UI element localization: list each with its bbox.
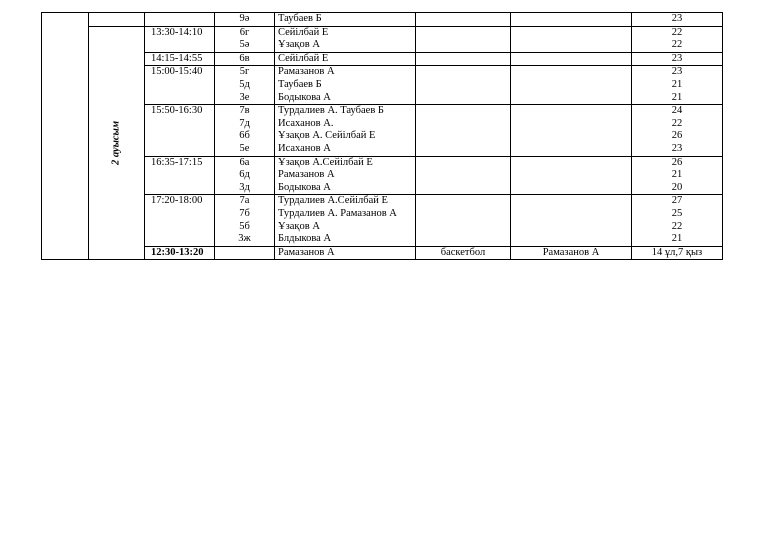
student-count: 23: [671, 52, 683, 64]
coach-cell: [511, 66, 632, 105]
student-count: 22: [671, 26, 683, 38]
class-name: 5ә: [239, 39, 250, 51]
student-count: 21: [671, 233, 683, 245]
schedule-table: [41, 12, 723, 260]
class-name: 3ж: [238, 233, 251, 245]
class-name: 7д: [239, 117, 250, 129]
student-count: 25: [671, 207, 683, 219]
time-cell: [145, 13, 215, 27]
teacher-cell: [275, 156, 416, 195]
teacher-name: Рамазанов А: [278, 66, 335, 78]
sport-cell: [416, 66, 511, 105]
count-cell: [632, 195, 723, 246]
teacher-cell: [275, 52, 416, 66]
table-row: [42, 13, 723, 27]
time-cell: [145, 52, 215, 66]
teacher-cell: Таубаев Б: [275, 13, 416, 27]
sport-cell: [416, 52, 511, 66]
teacher-cell: [275, 26, 416, 52]
teacher-name: Таубаев Б: [278, 78, 322, 90]
class-cell: [215, 156, 275, 195]
count-cell: 14 ұл,7 қыз: [632, 246, 723, 260]
class-name: 6г: [239, 26, 250, 38]
coach-cell: [511, 195, 632, 246]
schedule-body: [42, 13, 723, 260]
day-cell: [42, 13, 89, 260]
class-name: 6д: [239, 169, 250, 181]
count-cell: [632, 26, 723, 52]
shift-cell-top: [89, 13, 145, 27]
class-name: 7в: [239, 105, 250, 117]
coach-cell: Рамазанов А: [511, 246, 632, 260]
student-count: 23: [671, 66, 683, 78]
shift-label: 2 ауысым: [110, 120, 122, 165]
teacher-cell: [275, 66, 416, 105]
time-slot: 15:00-15:40: [151, 66, 203, 78]
class-name: 5д: [239, 78, 250, 90]
teacher-name: Рамазанов А: [278, 169, 335, 181]
student-count: 21: [671, 91, 683, 103]
class-name: 3д: [239, 181, 250, 193]
count-cell: [632, 66, 723, 105]
class-name: 3е: [239, 91, 250, 103]
student-count: 26: [671, 130, 683, 142]
count-cell: 23: [632, 13, 723, 27]
teacher-name: Бодыкова А: [278, 181, 331, 193]
class-cell: [215, 66, 275, 105]
teacher-name: Сейілбай Е: [278, 26, 329, 38]
class-cell: 9ә: [215, 13, 275, 27]
time-cell: 12:30-13:20: [145, 246, 215, 260]
class-name: 5б: [239, 220, 250, 232]
count-cell: [632, 105, 723, 156]
coach-cell: [511, 52, 632, 66]
time-cell: [145, 66, 215, 105]
time-cell: [145, 156, 215, 195]
student-count: 22: [671, 220, 683, 232]
teacher-name: Сейілбай Е: [278, 52, 329, 64]
class-name: 7а: [239, 195, 250, 207]
student-count: 20: [671, 181, 683, 193]
student-count: 23: [671, 142, 683, 154]
class-cell: [215, 52, 275, 66]
student-count: 27: [671, 195, 683, 207]
student-count: 22: [671, 117, 683, 129]
teacher-name: Ұзақов А. Сейілбай Е: [278, 130, 376, 142]
sport-cell: [416, 26, 511, 52]
sport-cell: [416, 105, 511, 156]
teacher-cell: [275, 105, 416, 156]
class-name: 6б: [239, 130, 250, 142]
time-cell: [145, 105, 215, 156]
count-cell: [632, 156, 723, 195]
sport-cell: баскетбол: [416, 246, 511, 260]
teacher-cell: [275, 195, 416, 246]
teacher-name: Ұзақов А.Сейілбай Е: [278, 156, 373, 168]
teacher-name: Турдалиев А. Рамазанов А: [278, 207, 397, 219]
coach-cell: [511, 156, 632, 195]
teacher-name: Турдалиев А.Сейілбай Е: [278, 195, 388, 207]
time-slot: 16:35-17:15: [151, 156, 203, 168]
student-count: 22: [671, 39, 683, 51]
class-name: 5е: [239, 142, 250, 154]
class-cell: [215, 246, 275, 260]
coach-cell: [511, 26, 632, 52]
coach-cell: [511, 13, 632, 27]
teacher-name: Турдалиев А. Таубаев Б: [278, 105, 384, 117]
student-count: 21: [671, 78, 683, 90]
teacher-name: Ұзақов А: [278, 39, 320, 51]
teacher-name: Бодыкова А: [278, 91, 331, 103]
student-count: 26: [671, 156, 683, 168]
time-slot: 13:30-14:10: [151, 26, 203, 38]
sport-cell: [416, 156, 511, 195]
teacher-cell: Рамазанов А: [275, 246, 416, 260]
count-cell: [632, 52, 723, 66]
teacher-name: Ұзақов А: [278, 220, 320, 232]
time-slot: 15:50-16:30: [151, 105, 203, 117]
coach-cell: [511, 105, 632, 156]
table-row: [42, 26, 723, 52]
class-name: 6а: [239, 156, 250, 168]
teacher-name: Исаханов А: [278, 142, 331, 154]
class-name: 6в: [239, 52, 250, 64]
student-count: 24: [671, 105, 683, 117]
time-cell: [145, 26, 215, 52]
class-name: 5г: [239, 66, 250, 78]
teacher-name: Блдыкова А: [278, 233, 332, 245]
student-count: 21: [671, 169, 683, 181]
sport-cell: [416, 195, 511, 246]
time-slot: 14:15-14:55: [151, 52, 203, 64]
shift-cell: [89, 26, 145, 260]
sport-cell: [416, 13, 511, 27]
class-cell: [215, 26, 275, 52]
time-cell: [145, 195, 215, 246]
teacher-name: Исаханов А.: [278, 117, 334, 129]
class-cell: [215, 195, 275, 246]
class-cell: [215, 105, 275, 156]
time-slot: 17:20-18:00: [151, 195, 203, 207]
class-name: 7б: [239, 207, 250, 219]
